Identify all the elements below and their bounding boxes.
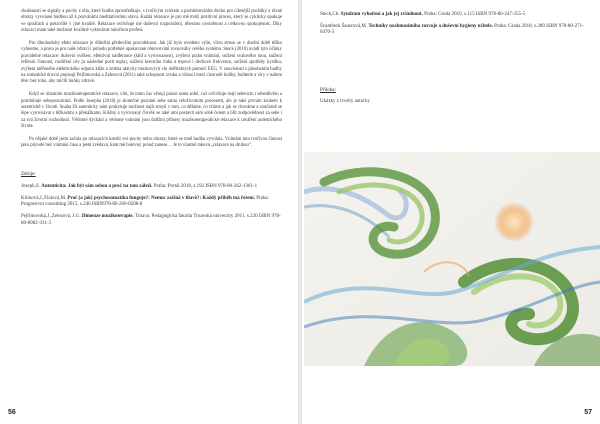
reference-item — [21, 196, 282, 209]
reference-details: Praha: Portál 2018, s.192 ISBN 978-80-262-1361-1 — [153, 183, 258, 189]
appendix-caption: Ukázky z tvorby autorky — [320, 99, 370, 105]
appendix-heading: Příloha: — [320, 88, 336, 94]
reference-item — [320, 12, 588, 19]
reference-author: Švamberk Šauerová,M. — [320, 23, 368, 29]
left-page — [0, 0, 298, 424]
reference-author: Steck,Ch. — [320, 12, 340, 17]
paragraph-4: Po nějaké době jsem začala po relaxacích kreslit své pocity nebo obrazy, které se mně hudba vyvolala. Vnímám tuto tvořivou činnost jako plynulé bez vnímání času a jsem zvědavá, kam mě barevný proud zanese… Je to vlastně taková „relaxace na druhou". — [21, 137, 282, 149]
page-number-left: 56 — [8, 409, 16, 416]
reference-item — [21, 184, 282, 191]
reference-item — [320, 24, 588, 37]
paragraph-1: zkušeností se signály a pocity z těla, které hudba zprostředkuje, s tvořivým zvukem a prohlubováním dechu pro cílenější prožitky a různé obrazy vyvolané hudbou až k pozvánímí meditativnímu stavu. Každá relaxace je pro mě malý pozitivní proces, který se cyklicky opakuje ve spirálách a pokročilé v jiné kvalitě. Relaxace ovlivňuje mé duševní rozpoložení, tělesnou uvolněnost a celkovou spokojenost. Díky relaxaci mám také možnost kvalitně vykonávat náročnou profesi. — [21, 9, 282, 34]
reference-details: Praha: Grada 2018, s.280 ISBN 978-80-271-0470-3 — [320, 23, 584, 36]
reference-author: Klimová,J.,Fialová,M. — [21, 195, 67, 201]
reference-title: Autenticita: Jak být sám sebou a proč na tom záleží. — [41, 183, 153, 189]
paragraph-2: Pro dlouhodobý efekt relaxace je důležitá především pravidelnost. Jak již bylo uvedeno výše, vlivu stresu se v dnešní době těžko vyhneme, a proto je pro naše zdraví i pohodu potřebné opakované obnovování rovnováhy celého systému. Steck (2010) uvádí tyto účinky pravidelné relaxace: duševní svěžest, efektivní nádferance (klid a vyrovnanost), zvýšení prahu vnímání, snížení svalového tonu, snížení reflexní činnosti, rozšíření cév (a následné pocit tepla), snížení krevního tlaku a tepové i dechové frekvence, snížení spotřeby kyslíku, zvýšení měřeného elektrického odporu kůže a změna aktivity mozkových vln měřitelných pomocí EEG. V souvislosti s působením hudby na somatické úrovni popisují Pejřimovská a Zelezová (2011) také schopnost zvuku a vibrací mezi cizorodé buňky, buňterie a viry v našem těle: bez toho, aby mičili buňky zdravé. — [21, 41, 282, 85]
reference-title: Syndrom vyhoření a jak jej zvládnout. — [340, 12, 423, 17]
artwork-svg — [304, 152, 600, 366]
paragraph-3: Když se účastním muzikoterapeutické relaxace, vím, že tento čas věnuji pouze sama sobě, což ovlivňuje mají sebeúctu i sebedůvěru a prohlubuje sebepoznávání. Podle Josepha (2018) je skutečné poznání sebe sama celoživotním procesem, ale je také prvním krokem k autenticitě v životě. Snaha žít autenticky nám poskytuje možnost najít smysl v tom, co děláme, co cítíme a jak se chováme a současně se lépe vyrovnávat s těžkostmi a překážkami. Klidný a vyrovnaný člověk se také umí postavit sám sobě čelem a břít zodpovědnost za sebe i za svá životní rozhodnutí. Vědomé dýchání a vědomé vnímání jsou dalšími přínosy muzikoterapeutické relaxace k utváření autentického života. — [21, 92, 282, 130]
reference-item — [21, 214, 282, 227]
reference-title: Dimenze muzikoterapie. — [81, 214, 134, 219]
reference-title: Techniky uzabmosimiha rozvoje a duševní hygieny učitele. — [368, 23, 493, 29]
reference-title: Proč (a jak) psychosomatika funguje?: Nemoc začíná v hlavě?: Každý příběh má řešení. — [67, 195, 255, 201]
reference-details: Praha: Progresivní consulting 2015, s.246 ISBN978-80-260-8208-8 — [21, 195, 269, 208]
reference-details: Trnava: Pedagogická fakulta Trnavská univerzity 2011, s.220 ISBN 978-80-8082-331-3 — [21, 214, 281, 226]
sun-shape — [494, 202, 534, 242]
sources-heading: Zdroje: — [21, 171, 36, 177]
artwork-drawing — [304, 152, 600, 366]
reference-author: Joseph,S. — [21, 183, 40, 189]
reference-author: Pejřimovská,J.,Zelezová, J.G. — [21, 214, 81, 219]
page-number-right: 57 — [584, 409, 592, 416]
reference-details: Praha: Grada 2010, s.115 ISBN 978-80-247-355-5 — [424, 12, 526, 17]
